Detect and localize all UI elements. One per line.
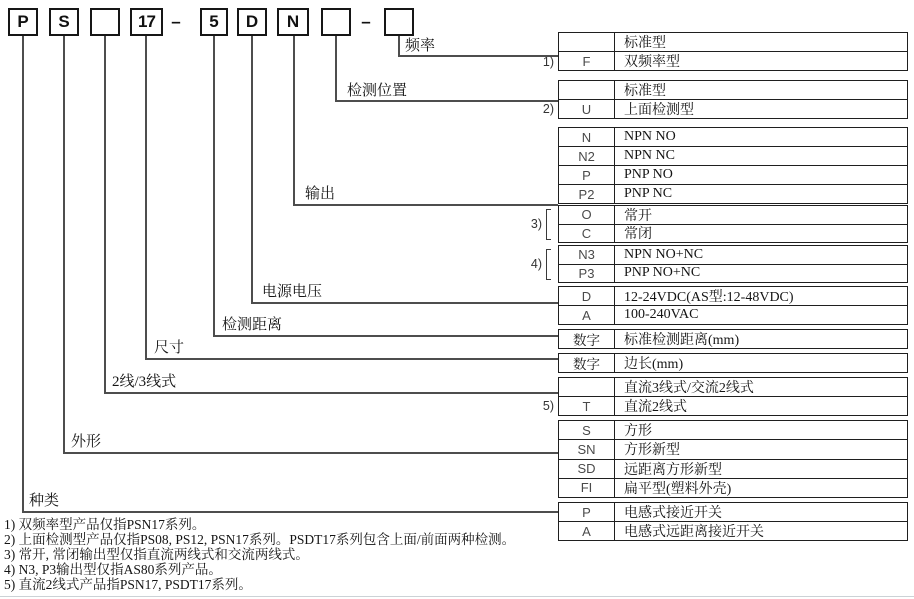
footnote-ref-1: 1) [542,55,554,69]
option-desc: 方形新型 [624,443,680,459]
table-group-output-main [558,127,908,204]
bracket-note-4 [546,249,551,280]
option-code: O [559,206,615,224]
drop-line-frequency [398,36,400,55]
table-group-size [558,353,908,373]
table-row [559,99,907,118]
code-box-3-blank [90,8,120,36]
branch-label-power: 电源电压 [262,284,323,300]
option-code: T [559,397,615,415]
table-row [559,264,907,283]
connector-output [293,204,558,206]
code-box-1: P [8,8,38,36]
branch-label-distance: 检测距离 [222,317,283,333]
option-desc: 电感式接近开关 [624,506,722,521]
footnote-line-2: 2) 上面检测型产品仅指PS08, PS12, PSN17系列。PSDT17系列包含上面/前面两种检测。 [4,532,516,547]
code-box-6: D [237,8,267,36]
table-row [559,396,907,415]
connector-distance [213,335,558,337]
option-code: P2 [559,185,615,203]
option-desc: 双频率型 [624,55,680,70]
option-desc: PNP NO+NC [624,265,701,281]
option-desc: 直流2线式 [624,400,687,415]
table-row [559,206,907,224]
bracket-note-3 [546,209,551,240]
option-desc: 标准型 [624,84,666,99]
option-desc: 12-24VDC(AS型:12-48VDC) [624,290,794,305]
table-row [559,184,907,203]
table-group-shape [558,420,908,498]
drop-line-wire [104,36,106,392]
code-box-8-blank [321,8,351,36]
option-desc: 直流3线式/交流2线式 [624,381,754,396]
footnote-ref-2: 2) [542,102,554,116]
table-group-output-oc [558,205,908,243]
table-row [559,146,907,165]
option-code [559,81,615,99]
branch-label-output: 输出 [305,186,336,202]
code-box-2: S [49,8,79,36]
table-group-distance [558,329,908,349]
table-row [559,330,907,348]
code-separator-2: – [361,12,371,31]
table-group-frequency [558,32,908,71]
table-group-wire [558,377,908,416]
table-row [559,305,907,324]
option-code: FI [559,479,615,497]
branch-label-type: 种类 [29,493,60,509]
code-box-9-blank [384,8,414,36]
table-row [559,354,907,372]
footnotes [4,517,515,592]
drop-line-position [335,36,337,100]
table-row [559,224,907,243]
branch-label-position: 检测位置 [347,83,408,99]
option-code [559,33,615,51]
option-desc: NPN NO+NC [624,246,704,262]
connector-size [145,358,558,360]
table-group-power [558,286,908,325]
table-row [559,287,907,305]
table-row [559,165,907,184]
drop-line-size [145,36,147,358]
footnote-line-5: 5) 直流2线式产品指PSN17, PSDT17系列。 [4,577,252,592]
table-row [559,33,907,51]
table-row [559,459,907,478]
option-code: P [559,503,615,521]
footnote-line-4: 4) N3, P3输出型仅指AS80系列产品。 [4,562,222,577]
option-desc: PNP NO [624,167,673,182]
code-box-4: 17 [130,8,163,36]
drop-line-output [293,36,295,204]
drop-line-power [251,36,253,302]
option-code: N [559,128,615,146]
option-desc: 常闭 [624,227,652,243]
connector-wire [104,392,558,394]
drop-line-shape [63,36,65,452]
option-desc: 边长(mm) [624,357,684,372]
branch-label-frequency: 频率 [405,38,436,54]
option-code: 数字 [559,354,615,372]
option-desc: 方形 [624,424,652,440]
option-desc: 远距离方形新型 [624,462,722,478]
connector-power [251,302,558,304]
branch-label-size: 尺寸 [154,340,185,356]
connector-shape [63,452,558,454]
option-code: D [559,287,615,305]
code-box-5: 5 [200,8,228,36]
table-row [559,478,907,497]
code-box-7: N [277,8,309,36]
table-row [559,51,907,70]
connector-type [22,511,558,513]
option-desc: 常开 [624,208,652,224]
footnote-ref-4: 4) [530,257,542,271]
table-row [559,378,907,396]
branch-label-wire: 2线/3线式 [112,374,177,390]
option-desc: 扁平型(塑料外壳) [624,481,732,497]
option-desc: NPN NO [624,129,676,144]
option-code: 数字 [559,330,615,348]
option-desc: 100-240VAC [624,307,699,322]
option-code: S [559,421,615,439]
page-bottom-divider [0,596,914,597]
drop-line-type [22,36,24,511]
option-code: P [559,166,615,184]
option-desc: PNP NC [624,186,673,201]
option-code: U [559,100,615,118]
option-code: N2 [559,147,615,165]
footnote-line-3: 3) 常开, 常闭输出型仅指直流两线式和交流两线式。 [4,547,309,562]
option-code: C [559,225,615,243]
option-code: SN [559,440,615,458]
table-group-type [558,502,908,541]
option-desc: NPN NC [624,148,675,163]
branch-label-shape: 外形 [71,434,102,450]
table-row [559,128,907,146]
option-desc: 标准型 [624,36,666,51]
table-row [559,421,907,439]
table-row [559,81,907,99]
table-row [559,521,907,540]
option-desc: 标准检测距离(mm) [624,333,740,348]
footnote-line-1: 1) 双频率型产品仅指PSN17系列。 [4,517,206,532]
option-desc: 上面检测型 [624,103,694,118]
table-row [559,503,907,521]
option-code: F [559,52,615,70]
option-desc: 电感式远距离接近开关 [624,525,764,540]
footnote-ref-5: 5) [542,399,554,413]
option-code: A [559,306,615,324]
table-row [559,246,907,264]
option-code [559,378,615,396]
footnote-ref-3: 3) [530,217,542,231]
option-code: A [559,522,615,540]
option-code: P3 [559,265,615,283]
option-code: N3 [559,246,615,264]
table-group-output-nonc [558,245,908,283]
connector-position [335,100,558,102]
table-group-position [558,80,908,119]
code-separator-1: – [171,12,181,31]
drop-line-distance [213,36,215,335]
option-code: SD [559,460,615,478]
table-row [559,439,907,458]
